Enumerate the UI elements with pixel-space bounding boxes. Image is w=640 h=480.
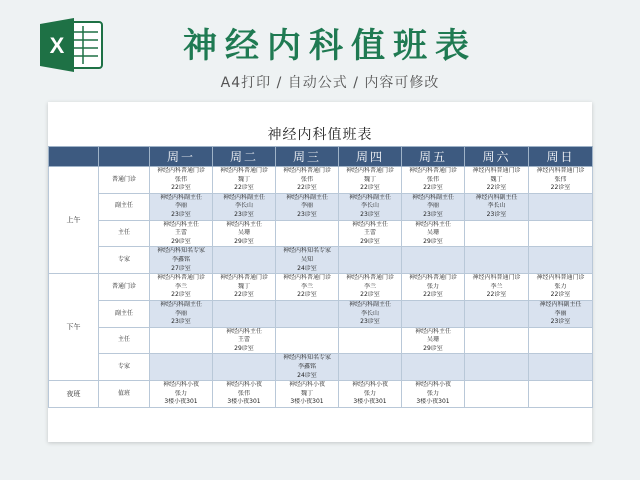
schedule-cell[interactable]: 神经内科普通门诊 bbox=[150, 274, 213, 283]
schedule-cell[interactable]: 魏丁 bbox=[213, 283, 276, 292]
day-header: 周五 bbox=[402, 147, 465, 167]
schedule-cell[interactable] bbox=[529, 229, 593, 238]
schedule-cell[interactable]: 29诊室 bbox=[213, 345, 276, 354]
schedule-cell[interactable] bbox=[213, 265, 276, 274]
table-row bbox=[49, 220, 593, 229]
period-label: 上午 bbox=[49, 167, 99, 274]
schedule-cell[interactable]: 23诊室 bbox=[465, 211, 529, 220]
schedule-cell[interactable] bbox=[339, 256, 402, 265]
schedule-cell[interactable]: 李长山 bbox=[213, 202, 276, 211]
schedule-cell[interactable]: 22诊室 bbox=[339, 291, 402, 300]
schedule-cell[interactable]: 神经内科普通门诊 bbox=[465, 274, 529, 283]
schedule-cell[interactable]: 神经内科知名专家 bbox=[150, 247, 213, 256]
schedule-cell[interactable]: 吴珊 bbox=[402, 336, 465, 345]
schedule-cell[interactable] bbox=[529, 202, 593, 211]
day-header: 周六 bbox=[465, 147, 529, 167]
schedule-cell[interactable] bbox=[276, 310, 339, 319]
schedule-cell[interactable]: 王蕾 bbox=[150, 229, 213, 238]
schedule-cell[interactable] bbox=[150, 354, 213, 363]
schedule-cell[interactable]: 神经内科副主任 bbox=[339, 300, 402, 309]
table-row bbox=[49, 193, 593, 202]
schedule-cell[interactable]: 李长山 bbox=[339, 202, 402, 211]
schedule-cell[interactable]: 神经内科主任 bbox=[213, 220, 276, 229]
schedule-cell[interactable]: 29诊室 bbox=[150, 238, 213, 247]
table-row bbox=[49, 354, 593, 363]
schedule-cell[interactable]: 神经内科知名专家 bbox=[276, 247, 339, 256]
schedule-cell[interactable] bbox=[465, 327, 529, 336]
schedule-cell[interactable]: 神经内科副主任 bbox=[529, 300, 593, 309]
schedule-cell[interactable]: 3楼小夜301 bbox=[150, 398, 213, 407]
period-label: 下午 bbox=[49, 274, 99, 381]
schedule-cell[interactable]: 神经内科普通门诊 bbox=[529, 167, 593, 176]
schedule-cell[interactable] bbox=[402, 363, 465, 372]
schedule-cell[interactable]: 23诊室 bbox=[150, 211, 213, 220]
schedule-cell[interactable] bbox=[402, 310, 465, 319]
schedule-cell[interactable]: 神经内科主任 bbox=[402, 220, 465, 229]
schedule-cell[interactable]: 神经内科普通门诊 bbox=[402, 167, 465, 176]
schedule-cell[interactable] bbox=[213, 256, 276, 265]
schedule-cell[interactable] bbox=[465, 336, 529, 345]
schedule-cell[interactable]: 22诊室 bbox=[150, 291, 213, 300]
schedule-cell[interactable]: 22诊室 bbox=[465, 291, 529, 300]
schedule-cell[interactable] bbox=[529, 220, 593, 229]
schedule-cell[interactable]: 神经内科知名专家 bbox=[276, 354, 339, 363]
schedule-cell[interactable] bbox=[339, 345, 402, 354]
schedule-cell[interactable]: 23诊室 bbox=[529, 318, 593, 327]
schedule-cell[interactable] bbox=[402, 318, 465, 327]
schedule-cell[interactable]: 神经内科小夜 bbox=[402, 381, 465, 390]
group-label: 专家 bbox=[99, 247, 150, 274]
schedule-cell[interactable]: 张力 bbox=[402, 390, 465, 399]
schedule-cell[interactable] bbox=[529, 363, 593, 372]
schedule-cell[interactable]: 李兰 bbox=[339, 283, 402, 292]
schedule-cell[interactable]: 神经内科副主任 bbox=[276, 193, 339, 202]
schedule-cell[interactable]: 神经内科小夜 bbox=[339, 381, 402, 390]
schedule-table bbox=[48, 146, 593, 408]
schedule-cell[interactable]: 神经内科主任 bbox=[339, 220, 402, 229]
schedule-cell[interactable] bbox=[529, 336, 593, 345]
schedule-cell[interactable]: 吴珊 bbox=[402, 229, 465, 238]
schedule-cell[interactable] bbox=[465, 354, 529, 363]
schedule-cell[interactable]: 神经内科普通门诊 bbox=[339, 274, 402, 283]
schedule-cell[interactable] bbox=[465, 220, 529, 229]
schedule-cell[interactable]: 李丽 bbox=[150, 202, 213, 211]
schedule-cell[interactable]: 张力 bbox=[339, 390, 402, 399]
page-title: 神经内科值班表 bbox=[183, 26, 477, 66]
schedule-cell[interactable] bbox=[402, 354, 465, 363]
schedule-cell[interactable] bbox=[150, 372, 213, 381]
schedule-cell[interactable]: 神经内科副主任 bbox=[150, 300, 213, 309]
schedule-cell[interactable] bbox=[465, 310, 529, 319]
sheet-title: 神经内科值班表 bbox=[267, 127, 373, 143]
schedule-cell[interactable]: 王蕾 bbox=[339, 229, 402, 238]
schedule-cell[interactable]: 神经内科普通门诊 bbox=[276, 167, 339, 176]
schedule-cell[interactable] bbox=[150, 345, 213, 354]
page-subtitle: A4打印 / 自动公式 / 内容可修改 bbox=[220, 75, 440, 91]
schedule-cell[interactable] bbox=[276, 229, 339, 238]
day-header: 周二 bbox=[213, 147, 276, 167]
schedule-cell[interactable] bbox=[465, 345, 529, 354]
schedule-cell[interactable] bbox=[213, 318, 276, 327]
schedule-cell[interactable] bbox=[402, 372, 465, 381]
schedule-cell[interactable]: 22诊室 bbox=[529, 291, 593, 300]
schedule-cell[interactable]: 吴珊 bbox=[213, 229, 276, 238]
schedule-cell[interactable]: 魏丁 bbox=[339, 176, 402, 185]
schedule-cell[interactable] bbox=[465, 229, 529, 238]
schedule-cell[interactable]: 29诊室 bbox=[402, 238, 465, 247]
schedule-cell[interactable]: 李长山 bbox=[339, 310, 402, 319]
schedule-cell[interactable]: 22诊室 bbox=[402, 184, 465, 193]
schedule-cell[interactable]: 23诊室 bbox=[213, 211, 276, 220]
schedule-cell[interactable] bbox=[529, 398, 593, 407]
schedule-cell[interactable]: 22诊室 bbox=[529, 184, 593, 193]
schedule-cell[interactable]: 24诊室 bbox=[276, 265, 339, 274]
schedule-cell[interactable]: 神经内科小夜 bbox=[213, 381, 276, 390]
schedule-cell[interactable]: 22诊室 bbox=[402, 291, 465, 300]
schedule-cell[interactable] bbox=[339, 372, 402, 381]
excel-icon bbox=[38, 16, 104, 74]
group-label: 普通门诊 bbox=[99, 167, 150, 194]
schedule-cell[interactable]: 李兰 bbox=[465, 283, 529, 292]
schedule-cell[interactable]: 李丽 bbox=[150, 310, 213, 319]
schedule-cell[interactable]: 张力 bbox=[150, 390, 213, 399]
schedule-cell[interactable] bbox=[529, 381, 593, 390]
group-label: 普通门诊 bbox=[99, 274, 150, 301]
schedule-cell[interactable]: 王蕾 bbox=[213, 336, 276, 345]
schedule-cell[interactable]: 3楼小夜301 bbox=[402, 398, 465, 407]
schedule-cell[interactable] bbox=[529, 345, 593, 354]
schedule-cell[interactable]: 神经内科副主任 bbox=[465, 193, 529, 202]
table-row bbox=[49, 167, 593, 176]
schedule-cell[interactable]: 22诊室 bbox=[150, 184, 213, 193]
schedule-cell[interactable] bbox=[339, 363, 402, 372]
schedule-cell[interactable] bbox=[402, 247, 465, 256]
table-row bbox=[49, 300, 593, 309]
group-label: 主任 bbox=[99, 327, 150, 354]
schedule-cell[interactable] bbox=[213, 372, 276, 381]
schedule-cell[interactable]: 李鑫铭 bbox=[150, 256, 213, 265]
schedule-cell[interactable]: 神经内科副主任 bbox=[402, 193, 465, 202]
schedule-cell[interactable]: 3楼小夜301 bbox=[339, 398, 402, 407]
schedule-cell[interactable]: 张伟 bbox=[276, 176, 339, 185]
schedule-cell[interactable] bbox=[529, 265, 593, 274]
schedule-cell[interactable] bbox=[339, 354, 402, 363]
schedule-cell[interactable] bbox=[529, 238, 593, 247]
schedule-cell[interactable] bbox=[276, 238, 339, 247]
schedule-cell[interactable] bbox=[402, 265, 465, 274]
corner-cell bbox=[49, 147, 99, 167]
schedule-cell[interactable]: 27诊室 bbox=[150, 265, 213, 274]
schedule-cell[interactable]: 张伟 bbox=[150, 176, 213, 185]
schedule-cell[interactable] bbox=[213, 310, 276, 319]
schedule-cell[interactable]: 神经内科副主任 bbox=[213, 193, 276, 202]
schedule-cell[interactable]: 神经内科主任 bbox=[213, 327, 276, 336]
schedule-cell[interactable] bbox=[339, 327, 402, 336]
schedule-cell[interactable] bbox=[402, 256, 465, 265]
schedule-cell[interactable] bbox=[529, 256, 593, 265]
schedule-cell[interactable]: 神经内科副主任 bbox=[339, 193, 402, 202]
schedule-cell[interactable]: 魏丁 bbox=[465, 176, 529, 185]
schedule-cell[interactable] bbox=[529, 211, 593, 220]
header-row bbox=[49, 147, 593, 167]
schedule-cell[interactable]: 李鑫铭 bbox=[276, 363, 339, 372]
schedule-cell[interactable] bbox=[150, 363, 213, 372]
schedule-cell[interactable]: 22诊室 bbox=[213, 184, 276, 193]
schedule-cell[interactable] bbox=[276, 327, 339, 336]
schedule-cell[interactable] bbox=[276, 336, 339, 345]
schedule-cell[interactable] bbox=[465, 256, 529, 265]
schedule-cell[interactable] bbox=[529, 327, 593, 336]
schedule-cell[interactable]: 23诊室 bbox=[150, 318, 213, 327]
schedule-cell[interactable] bbox=[465, 300, 529, 309]
schedule-cell[interactable]: 23诊室 bbox=[402, 211, 465, 220]
schedule-cell[interactable] bbox=[465, 372, 529, 381]
schedule-cell[interactable] bbox=[150, 336, 213, 345]
schedule-cell[interactable] bbox=[402, 300, 465, 309]
group-label: 副主任 bbox=[99, 300, 150, 327]
schedule-cell[interactable] bbox=[465, 381, 529, 390]
schedule-cell[interactable] bbox=[465, 318, 529, 327]
group-label: 主任 bbox=[99, 220, 150, 247]
excel-icon-letter: X bbox=[49, 33, 65, 58]
schedule-cell[interactable]: 李兰 bbox=[150, 283, 213, 292]
day-header: 周三 bbox=[276, 147, 339, 167]
schedule-cell[interactable] bbox=[339, 336, 402, 345]
day-header: 周一 bbox=[150, 147, 213, 167]
schedule-cell[interactable] bbox=[213, 363, 276, 372]
schedule-cell[interactable]: 神经内科普通门诊 bbox=[402, 274, 465, 283]
schedule-cell[interactable]: 3楼小夜301 bbox=[276, 398, 339, 407]
schedule-cell[interactable] bbox=[529, 354, 593, 363]
corner-cell bbox=[99, 147, 150, 167]
schedule-cell[interactable]: 李丽 bbox=[402, 202, 465, 211]
table-row bbox=[49, 274, 593, 283]
page-header bbox=[0, 0, 640, 100]
schedule-cell[interactable]: 神经内科主任 bbox=[150, 220, 213, 229]
group-label: 副主任 bbox=[99, 193, 150, 220]
group-label: 专家 bbox=[99, 354, 150, 381]
schedule-cell[interactable]: 神经内科普通门诊 bbox=[213, 274, 276, 283]
schedule-cell[interactable]: 张力 bbox=[402, 283, 465, 292]
schedule-sheet bbox=[48, 102, 592, 442]
group-label: 值班 bbox=[99, 381, 150, 408]
schedule-cell[interactable]: 张伟 bbox=[213, 390, 276, 399]
schedule-cell[interactable]: 神经内科普通门诊 bbox=[339, 167, 402, 176]
schedule-cell[interactable]: 29诊室 bbox=[402, 345, 465, 354]
schedule-cell[interactable] bbox=[276, 300, 339, 309]
schedule-cell[interactable] bbox=[276, 345, 339, 354]
schedule-cell[interactable]: 29诊室 bbox=[339, 238, 402, 247]
schedule-cell[interactable]: 神经内科小夜 bbox=[276, 381, 339, 390]
schedule-cell[interactable] bbox=[276, 220, 339, 229]
schedule-cell[interactable]: 22诊室 bbox=[276, 291, 339, 300]
schedule-cell[interactable] bbox=[213, 247, 276, 256]
schedule-cell[interactable] bbox=[465, 238, 529, 247]
schedule-cell[interactable]: 22诊室 bbox=[213, 291, 276, 300]
schedule-cell[interactable]: 24诊室 bbox=[276, 372, 339, 381]
schedule-cell[interactable]: 22诊室 bbox=[465, 184, 529, 193]
schedule-cell[interactable]: 李兰 bbox=[276, 283, 339, 292]
schedule-cell[interactable]: 张伟 bbox=[529, 176, 593, 185]
day-header: 周四 bbox=[339, 147, 402, 167]
schedule-cell[interactable] bbox=[213, 354, 276, 363]
schedule-cell[interactable]: 23诊室 bbox=[339, 318, 402, 327]
schedule-cell[interactable] bbox=[150, 327, 213, 336]
schedule-cell[interactable] bbox=[213, 300, 276, 309]
schedule-cell[interactable]: 神经内科小夜 bbox=[150, 381, 213, 390]
schedule-cell[interactable]: 李丽 bbox=[529, 310, 593, 319]
schedule-cell[interactable]: 魏丁 bbox=[213, 176, 276, 185]
schedule-cell[interactable] bbox=[465, 265, 529, 274]
schedule-cell[interactable]: 神经内科副主任 bbox=[150, 193, 213, 202]
schedule-cell[interactable] bbox=[465, 363, 529, 372]
schedule-cell[interactable] bbox=[465, 398, 529, 407]
schedule-cell[interactable]: 22诊室 bbox=[276, 184, 339, 193]
schedule-cell[interactable] bbox=[465, 390, 529, 399]
schedule-cell[interactable]: 魏丁 bbox=[276, 390, 339, 399]
schedule-cell[interactable]: 张伟 bbox=[402, 176, 465, 185]
table-row bbox=[49, 247, 593, 256]
schedule-cell[interactable]: 神经内科普通门诊 bbox=[465, 167, 529, 176]
day-header: 周日 bbox=[529, 147, 593, 167]
schedule-cell[interactable] bbox=[339, 265, 402, 274]
schedule-cell[interactable]: 李丽 bbox=[276, 202, 339, 211]
schedule-cell[interactable]: 张力 bbox=[529, 283, 593, 292]
period-label: 夜班 bbox=[49, 381, 99, 408]
table-row bbox=[49, 381, 593, 390]
schedule-cell[interactable]: 22诊室 bbox=[339, 184, 402, 193]
schedule-cell[interactable]: 3楼小夜301 bbox=[213, 398, 276, 407]
schedule-cell[interactable] bbox=[339, 247, 402, 256]
schedule-cell[interactable]: 吴知 bbox=[276, 256, 339, 265]
schedule-cell[interactable]: 23诊室 bbox=[339, 211, 402, 220]
schedule-cell[interactable]: 神经内科普通门诊 bbox=[276, 274, 339, 283]
schedule-cell[interactable]: 李长山 bbox=[465, 202, 529, 211]
schedule-cell[interactable] bbox=[529, 247, 593, 256]
schedule-cell[interactable] bbox=[529, 193, 593, 202]
schedule-cell[interactable]: 23诊室 bbox=[276, 211, 339, 220]
schedule-cell[interactable]: 神经内科普通门诊 bbox=[213, 167, 276, 176]
schedule-cell[interactable] bbox=[465, 247, 529, 256]
schedule-cell[interactable] bbox=[529, 390, 593, 399]
schedule-cell[interactable]: 神经内科主任 bbox=[402, 327, 465, 336]
table-row bbox=[49, 327, 593, 336]
schedule-cell[interactable]: 神经内科普通门诊 bbox=[529, 274, 593, 283]
schedule-cell[interactable]: 29诊室 bbox=[213, 238, 276, 247]
schedule-cell[interactable]: 神经内科普通门诊 bbox=[150, 167, 213, 176]
schedule-cell[interactable] bbox=[529, 372, 593, 381]
schedule-cell[interactable] bbox=[276, 318, 339, 327]
